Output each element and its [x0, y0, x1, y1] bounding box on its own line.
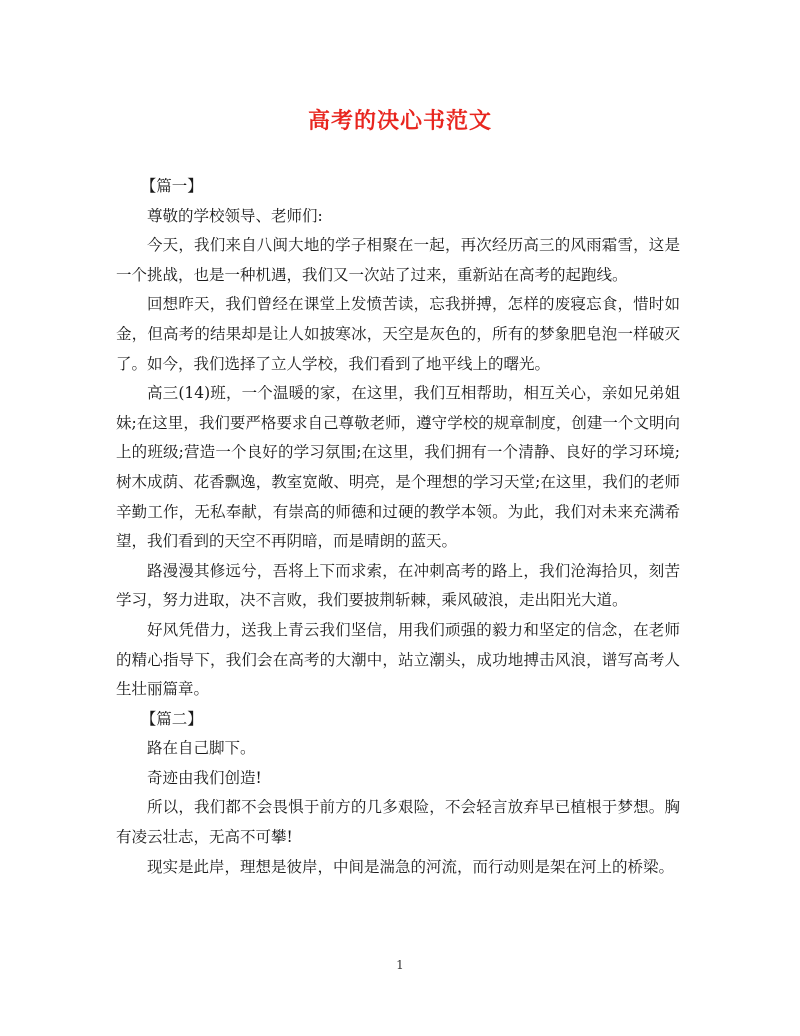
paragraph: 回想昨天，我们曾经在课堂上发愤苦读，忘我拼搏，怎样的废寝忘食，惜时如金，但高考的结果却是让人如披寒冰，天空是灰色的，所有的梦象肥皂泡一样破灭了。如今，我们选择了立人学校，我们看到了地平线上的曙光。: [116, 295, 680, 373]
document-title: 高考的决心书范文: [307, 108, 492, 134]
section-heading-2: 【篇二】: [140, 709, 203, 728]
paragraph: 尊敬的学校领导、老师们:: [147, 206, 323, 225]
document-body: [116, 172, 680, 882]
section-heading-1: 【篇一】: [140, 177, 203, 195]
paragraph: 今天，我们来自八闽大地的学子相聚在一起，再次经历高三的风雨霜雪，这是一个挑战，也是一种机遇，我们又一次站了过来，重新站在高考的起跑线。: [116, 236, 680, 284]
paragraph: 路在自己脚下。: [147, 739, 256, 758]
page-number: 1: [396, 958, 404, 972]
paragraph: 所以，我们都不会畏惧于前方的几多艰险，不会轻言放弃早已植根于梦想。胸有凌云壮志，无高不可攀!: [116, 798, 680, 847]
paragraph: 好风凭借力，送我上青云我们坚信，用我们顽强的毅力和坚定的信念，在老师的精心指导下，我们会在高考的大潮中，站立潮头，成功地搏击风浪，谱写高考人生壮丽篇章。: [116, 620, 680, 699]
paragraph: 路漫漫其修远兮，吾将上下而求索，在冲刺高考的路上，我们沧海拾贝，刻苦学习，努力进取，决不言败，我们要披荆斩棘，乘风破浪，走出阳光大道。: [116, 561, 680, 610]
paragraph: 奇迹由我们创造!: [147, 768, 262, 787]
paragraph: 高三(14)班，一个温暖的家，在这里，我们互相帮助，相互关心，亲如兄弟姐妹;在这里，我们要严格要求自己尊敬老师，遵守学校的规章制度，创建一个文明向上的班级;营造一个良好的学习氛围;在这里，我们拥有一个清静、良好的学习环境;树木成荫、花香飘逸，教室宽敞、明亮，是个理想的学习天堂;在这里，我们的老师辛勤工作，无私奉献，有崇高的师德和过硬的教学本领。为此，我们对未来充满希望，我们看到的天空不再阴暗，而是晴朗的蓝天。: [116, 384, 680, 551]
paragraph: 现实是此岸，理想是彼岸，中间是湍急的河流，而行动则是架在河上的桥梁。: [147, 857, 675, 876]
